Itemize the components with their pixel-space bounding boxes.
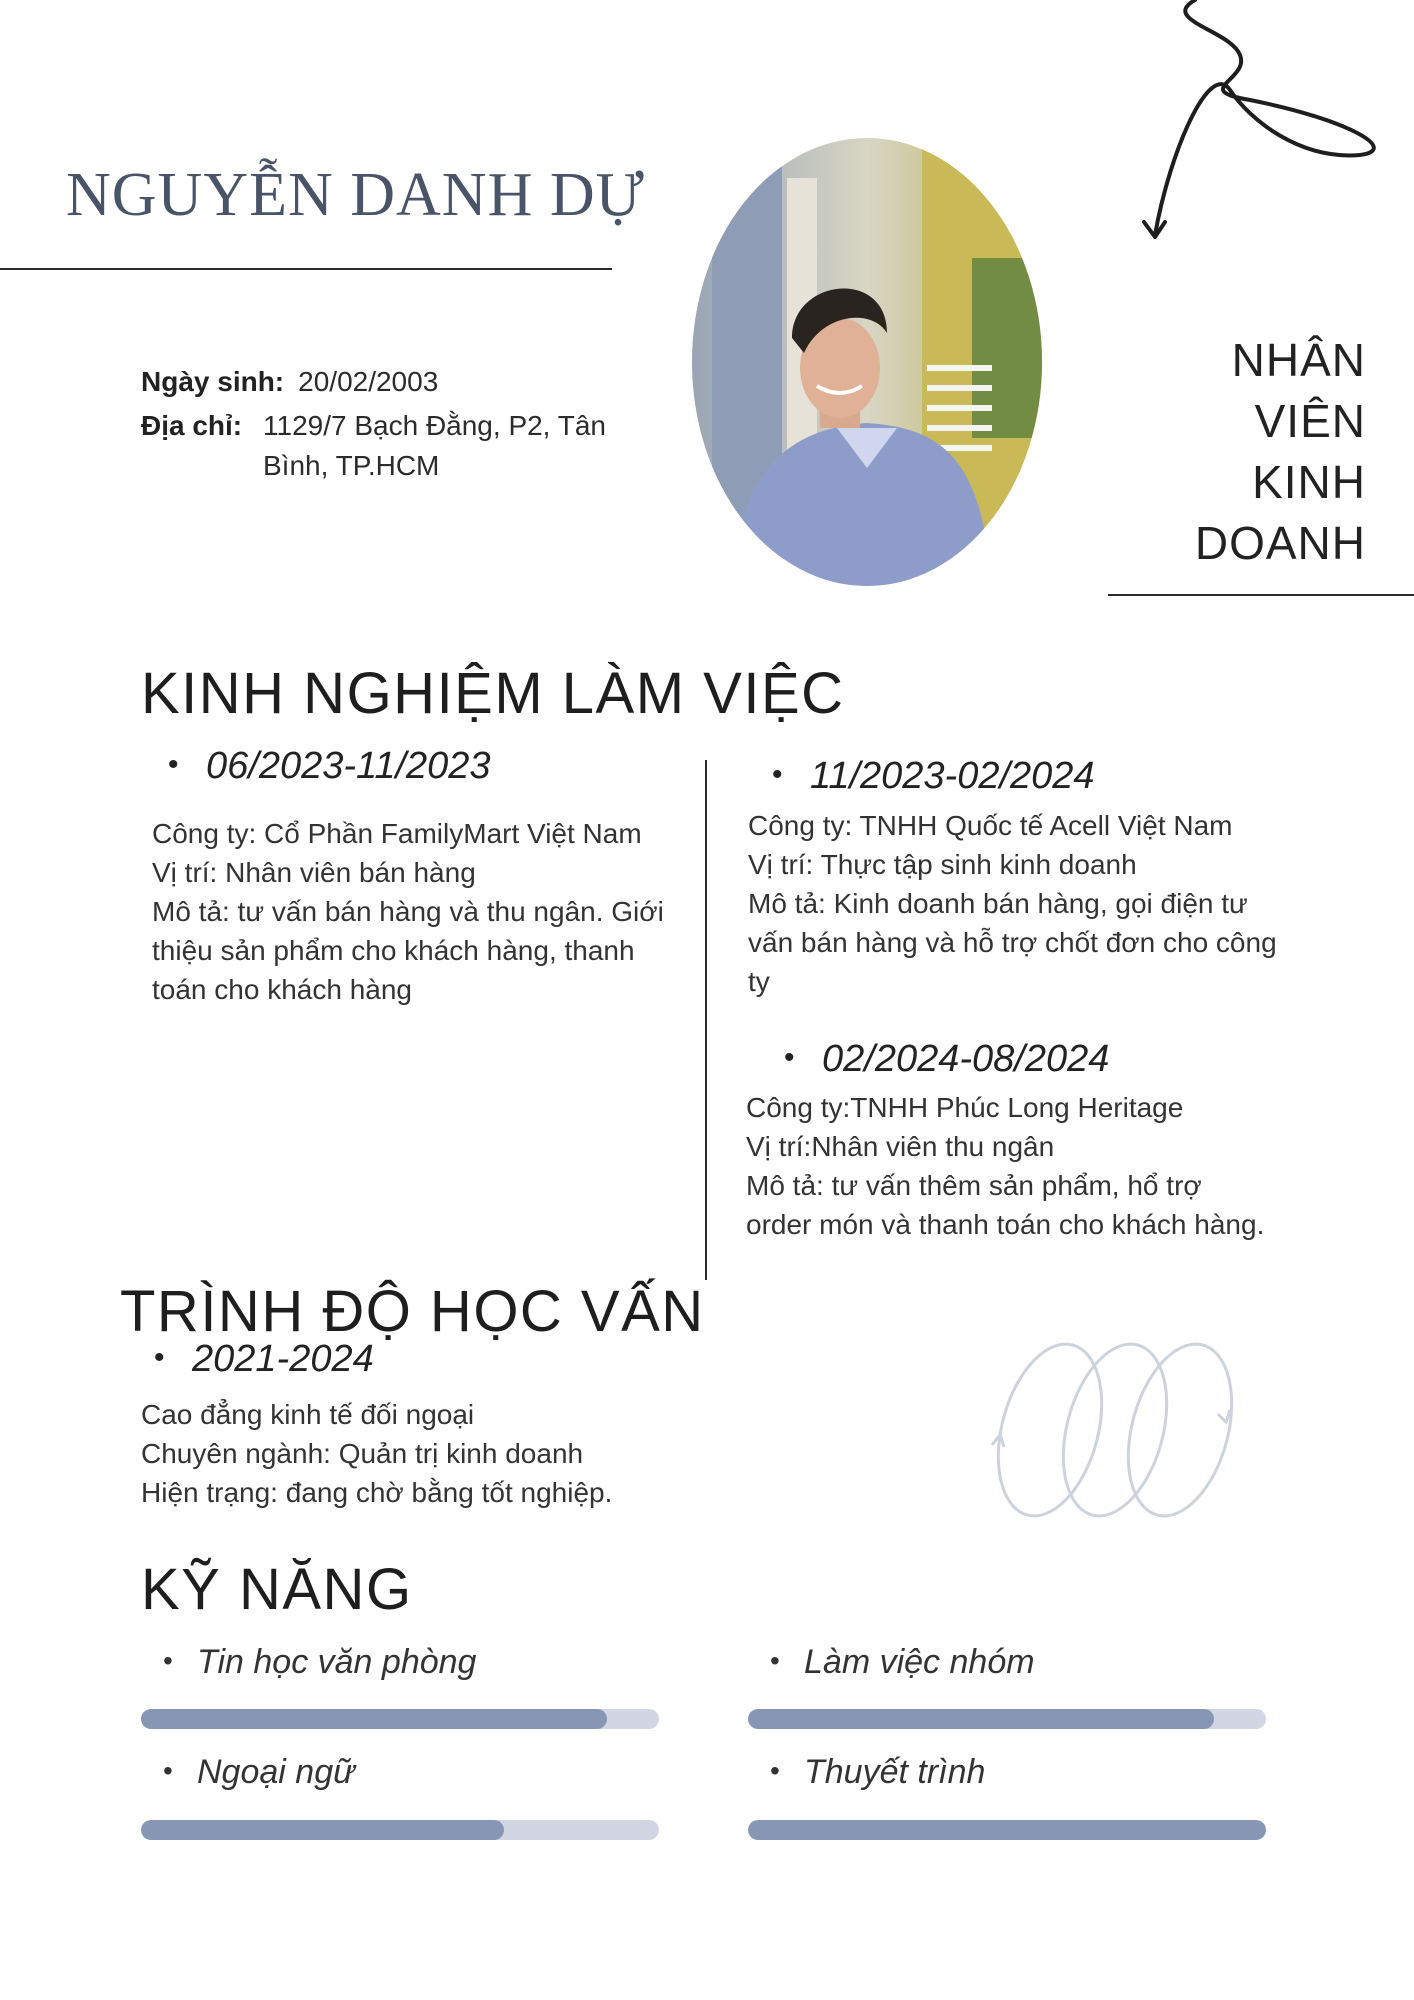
job-entry [772,755,1332,798]
skill-item [163,1643,476,1682]
job-details [746,1088,1266,1244]
candidate-name: NGUYỄN DANH DỰ [66,161,645,229]
experience-heading: KINH NGHIỆM LÀM VIỆC [141,661,845,726]
education-entry [154,1338,374,1381]
skill-label: • Ngoại ngữ [163,1753,355,1792]
personal-info [141,362,639,486]
skill-bar-fill [141,1709,607,1729]
dob-label: Ngày sinh: [141,366,285,397]
job-company: Công ty: TNHH Quốc tế Acell Việt Nam [748,810,1233,841]
job-position: Vị trí:Nhân viên thu ngân [746,1131,1055,1162]
profile-photo [692,138,1042,586]
job-description: Mô tả: tư vấn bán hàng và thu ngân. Giới thiệu sản phẩm cho khách hàng, thanh toán cho khách hàng [152,896,664,1005]
job-title [1195,330,1366,574]
job-entry [168,745,688,788]
job-position: Vị trí: Thực tập sinh kinh doanh [748,849,1137,880]
education-school: Cao đẳng kinh tế đối ngoại [141,1399,475,1430]
skill-item [770,1753,985,1792]
skill-bar [141,1709,659,1729]
job-description: Mô tả: Kinh doanh bán hàng, gọi điện tư vấn bán hàng và hỗ trợ chốt đơn cho công ty [748,888,1277,997]
skill-label: • Làm việc nhóm [770,1643,1035,1682]
skill-bar-fill [141,1820,504,1840]
job-title-divider [1108,594,1414,596]
skills-heading: KỸ NĂNG [141,1557,413,1622]
address-row [141,406,639,486]
job-company: Công ty:TNHH Phúc Long Heritage [746,1092,1184,1123]
job-period: • 02/2024-08/2024 [784,1038,1344,1081]
job-company: Công ty: Cổ Phần FamilyMart Việt Nam [152,818,642,849]
dob-row [141,362,639,402]
education-heading: TRÌNH ĐỘ HỌC VẤN [120,1279,705,1344]
skill-label: • Thuyết trình [770,1753,985,1792]
job-position: Vị trí: Nhân viên bán hàng [152,857,476,888]
skill-bar [748,1820,1266,1840]
education-details [141,1395,661,1512]
swirl-arrow-decoration-icon [1100,0,1400,250]
address-value: 1129/7 Bạch Đằng, P2, Tân Bình, TP.HCM [263,410,606,481]
job-description: Mô tả: tư vấn thêm sản phẩm, hổ trợ order món và thanh toán cho khách hàng. [746,1170,1265,1240]
job-period: • 06/2023-11/2023 [168,745,688,788]
loop-decoration-icon [980,1335,1250,1525]
job-details [748,806,1278,1001]
job-title-line: NHÂN [1231,334,1366,386]
column-divider [705,760,707,1280]
education-status: Hiện trạng: đang chờ bằng tốt nghiệp. [141,1477,613,1508]
skill-item [163,1753,355,1792]
job-entry [784,1038,1344,1081]
address-label: Địa chỉ: [141,410,243,441]
skill-bar [141,1820,659,1840]
education-period: • 2021-2024 [154,1338,374,1381]
job-period: • 11/2023-02/2024 [772,755,1332,798]
job-details [152,814,672,1009]
job-title-line: KINH [1252,456,1366,508]
job-title-line: VIÊN [1254,395,1366,447]
skill-bar-fill [748,1709,1214,1729]
job-title-line: DOANH [1194,517,1366,569]
skill-bar-fill [748,1820,1266,1840]
name-divider [0,268,612,270]
skill-label: • Tin học văn phòng [163,1643,476,1682]
skill-bar [748,1709,1266,1729]
education-major: Chuyên ngành: Quản trị kinh doanh [141,1438,584,1469]
dob-value: 20/02/2003 [298,366,439,397]
skill-item [770,1643,1035,1682]
